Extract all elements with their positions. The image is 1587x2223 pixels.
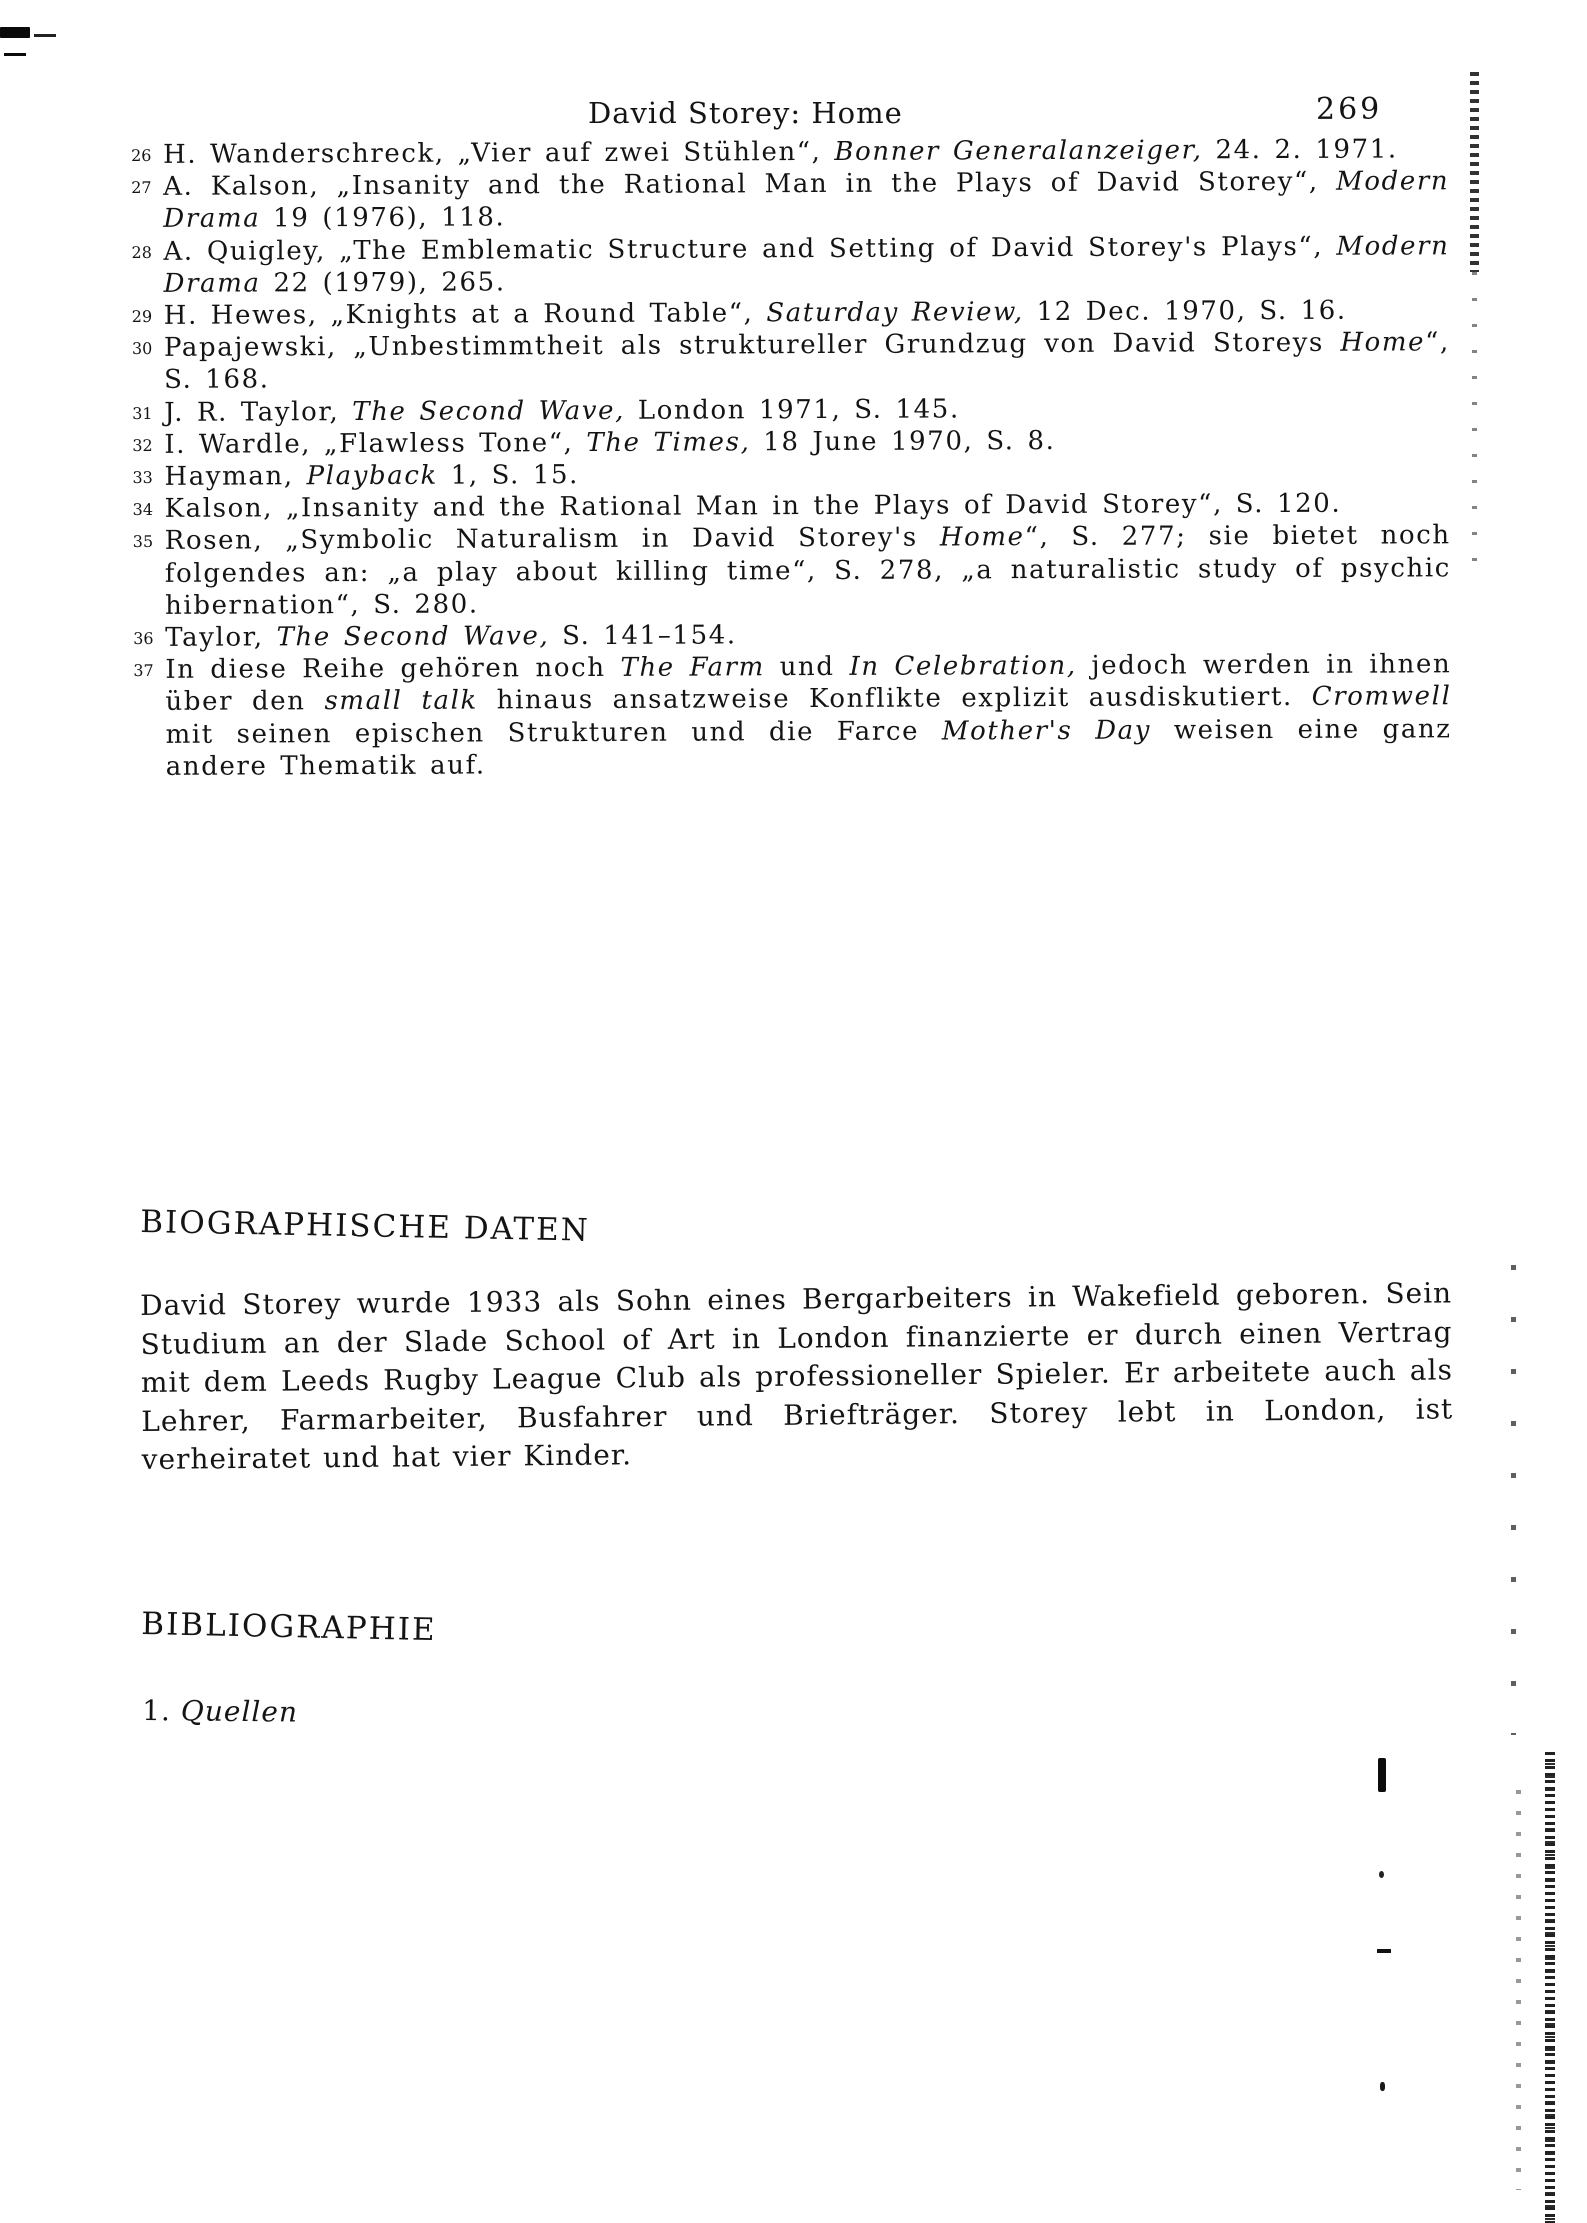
subsection-title: Quellen (180, 1694, 299, 1729)
bio-paragraph: David Storey wurde 1933 als Sohn eines Bergarbeiters in Wakefield geboren. Sein Studium an der Slade School of Art in London finanzierte er durch einen Vertrag mit dem Leeds Rugby League Club als professioneller Spieler. Er arbeitete auch als Lehrer, Farmarbeiter, Busfahrer und Briefträger. Storey lebt in London, ist verheiratet und hat vier Kinder. (140, 1276, 1454, 1476)
footnote-text: H. Hewes, „Knights at a Round Table“, Saturday Review, 12 Dec. 1970, S. 16. (163, 295, 1347, 331)
footnote-number: 36 (133, 628, 154, 649)
footnote-number: 30 (131, 339, 153, 359)
footnote-number: 28 (131, 242, 152, 262)
footnote-item (132, 520, 1451, 622)
footnote-number: 31 (132, 403, 153, 423)
section-heading-biographische-daten: BIOGRAPHISCHE DATEN (140, 1204, 591, 1249)
scan-noise-strip-bottom-right (1545, 1752, 1555, 2223)
running-title: David Storey: Home (588, 96, 903, 130)
footnote-text: A. Kalson, „Insanity and the Rational Man in the Plays of David Storey“, Modern Drama 19 (1976), 118. (163, 166, 1450, 235)
page-number: 269 (1316, 92, 1383, 127)
footnote-number: 27 (131, 178, 152, 198)
subsection-number: 1. (142, 1694, 172, 1728)
scan-mark-right-margin (1380, 2082, 1385, 2091)
footnote-item (135, 649, 1452, 784)
footnote-number: 37 (133, 661, 154, 681)
footnote-text: Rosen, „Symbolic Naturalism in David Storey's Home“, S. 277; sie bietet noch folgendes an: „a play about killing time“, S. 278, „a naturalistic study of psychic hibernation“, S. 280. (164, 520, 1451, 621)
scan-mark-right-margin (1379, 1871, 1384, 1878)
subsection-quellen (142, 1694, 298, 1729)
footnotes-list (133, 133, 1452, 783)
footnote-text: H. Wanderschreck, „Vier auf zwei Stühlen“, Bonner Generalanzeiger, 24. 2. 1971. (163, 134, 1398, 170)
footnote-text: I. Wardle, „Flawless Tone“, The Times, 18 June 1970, S. 8. (164, 425, 1056, 460)
footnote-text: Kalson, „Insanity and the Rational Man in the Plays of David Storey“, S. 120. (164, 488, 1342, 525)
footnote-text: In diese Reihe gehören noch The Farm und In Celebration, jedoch werden in ihnen über den small talk hinaus ansatzweise Konflikte explizit ausdiskutiert. Cromwell mit seinen epischen Strukturen und die Farce Mother's Day weisen eine ganz andere Thematik auf. (165, 649, 1452, 782)
footnote-text: Hayman, Playback 1, S. 15. (164, 460, 580, 492)
bibliography-entry (140, 1757, 1462, 1773)
footnote-number: 34 (132, 500, 154, 520)
section-heading-bibliographie: BIBLIOGRAPHIE (141, 1606, 438, 1649)
bibliography-entry (140, 1757, 1462, 1773)
footnote-text: J. R. Taylor, The Second Wave, London 1971, S. 145. (164, 394, 960, 428)
footnote-item (133, 230, 1449, 300)
footnote-text: Papajewski, „Unbestimmtheit als struktureller Grundzug von David Storeys Home“, S. 168. (163, 327, 1450, 396)
scan-mark-right-margin (1378, 1758, 1386, 1792)
scan-noise-dots-right-middle (1511, 1265, 1516, 1735)
bibliography-entry (140, 1757, 1462, 1773)
footnote-text: Taylor, The Second Wave, S. 141–154. (165, 620, 737, 653)
bibliography-list (140, 1757, 1462, 1773)
footnote-text: A. Quigley, „The Emblematic Structure and Setting of David Storey's Plays“, Modern Drama 22 (1979), 265. (163, 230, 1450, 299)
bibliography-entry (140, 1757, 1462, 1773)
scan-smudge-top-left-icon (0, 27, 30, 38)
footnote-number: 26 (131, 145, 152, 166)
scan-noise-dots-top-right (1472, 272, 1477, 572)
footnote-item (133, 165, 1449, 235)
scan-noise-strip-top-right (1470, 72, 1479, 272)
scan-mark-right-margin (1377, 1949, 1391, 1953)
footnote-number: 32 (132, 435, 153, 455)
footnote-number: 29 (131, 306, 153, 327)
footnote-item (131, 326, 1450, 396)
scan-noise-dotted-column-bottom-right (1516, 1790, 1521, 2190)
footnote-number: 35 (132, 532, 154, 552)
bibliography-entry (140, 1757, 1462, 1773)
footnote-number: 33 (132, 467, 153, 488)
